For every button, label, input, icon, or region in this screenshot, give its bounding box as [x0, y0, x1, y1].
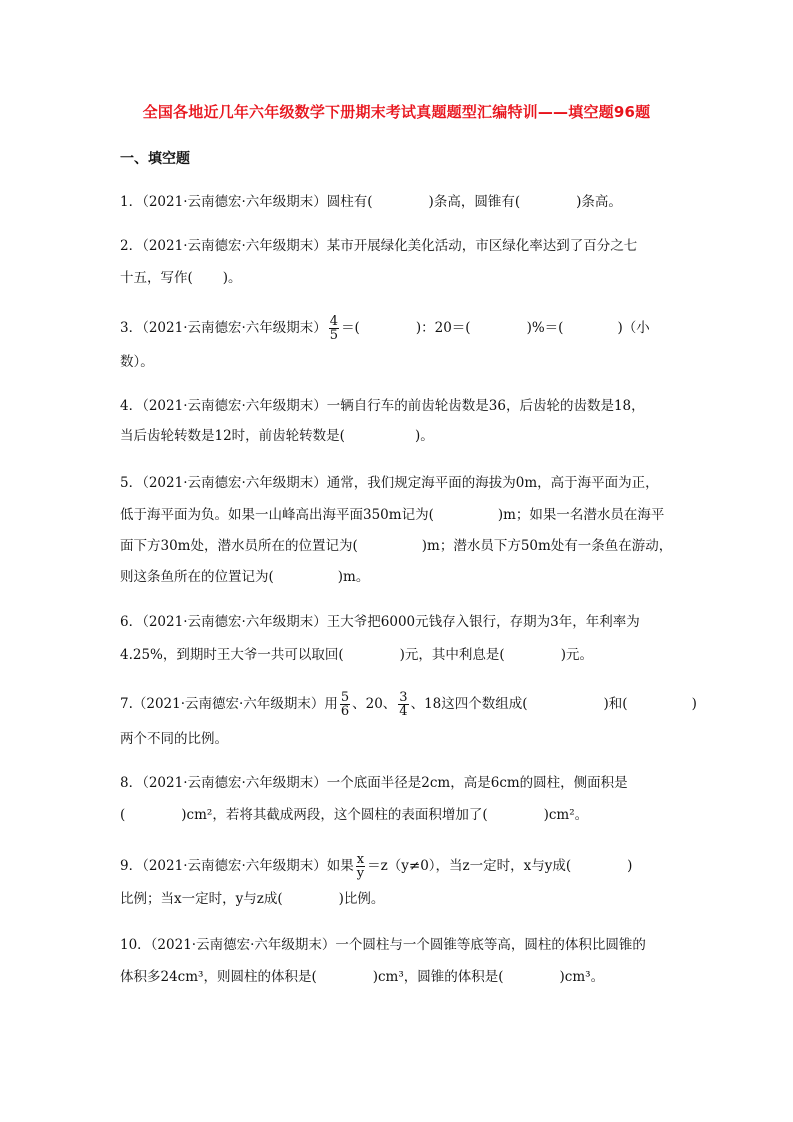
q7-text-e: ) [691, 696, 697, 712]
q9-numerator: x [356, 852, 365, 867]
q5-text-4a: 则这条鱼所在的位置记为( [120, 569, 274, 585]
q1-text-c: )条高。 [576, 194, 622, 210]
question-10-line-2 [120, 967, 604, 987]
question-10-line-1: 10．（2021·云南德宏·六年级期末）一个圆柱与一个圆锥等底等高，圆柱的体积比圆锥的 [120, 937, 646, 953]
question-9-line-1 [120, 853, 632, 880]
fraction-4-5 [329, 315, 339, 342]
section-heading: 一、填空题 [120, 151, 190, 167]
q3-text-a: 3．（2021·云南德宏·六年级期末） [120, 320, 327, 336]
question-2-line-1: 2．（2021·云南德宏·六年级期末）某市开展绿化美化活动，市区绿化率达到了百分之七 [120, 238, 638, 254]
question-3-line-2: 数）。 [120, 354, 154, 370]
question-6-line-2 [120, 645, 593, 665]
question-9-line-2 [120, 889, 384, 909]
q5-text-4b: )m。 [337, 569, 370, 585]
q6-text-a: 4.25%，到期时王大爷一共可以取回( [120, 647, 344, 663]
q8-text-a: ( [120, 807, 126, 823]
q3-text-b: ＝( [341, 320, 360, 336]
q10-text-a: 体积多24cm³，则圆柱的体积是( [120, 969, 317, 985]
question-6-line-1: 6．（2021·云南德宏·六年级期末）王大爷把6000元钱存入银行，存期为3年，年利率为 [120, 614, 640, 630]
q3-text-d: )%＝( [526, 320, 564, 336]
q9-text-a: 9．（2021·云南德宏·六年级期末）如果 [120, 858, 354, 874]
q9-text-c: ) [627, 858, 633, 874]
q6-text-c: )元。 [560, 647, 593, 663]
question-7-line-1 [120, 691, 697, 718]
question-4-line-2 [120, 426, 434, 446]
question-2-line-2 [120, 268, 242, 288]
question-1 [120, 192, 622, 212]
q3-numerator: 4 [329, 314, 339, 329]
q7-text-b: 、20、 [352, 696, 397, 712]
q7-text-a: 7.（2021·云南德宏·六年级期末）用 [120, 696, 338, 712]
q3-denominator: 5 [329, 328, 339, 343]
q9-text-2a: 比例；当x一定时，y与z成( [120, 891, 283, 907]
q5-text-3a: 面下方30m处，潜水员所在的位置记为( [120, 538, 358, 554]
q5-text-2b: )m；如果一名潜水员在海平 [497, 507, 665, 523]
q5-text-2a: 低于海平面为负。如果一山峰高出海平面350m记为( [120, 507, 434, 523]
q2-text-a: 十五，写作( [120, 270, 193, 286]
q5-text-3b: )m；潜水员下方50m处有一条鱼在游动， [421, 538, 673, 554]
question-8-line-2 [120, 805, 588, 825]
q7-text-c: 、18这四个数组成( [410, 696, 528, 712]
q4-text-b: )。 [414, 428, 434, 444]
question-8-line-1: 8．（2021·云南德宏·六年级期末）一个底面半径是2cm，高是6cm的圆柱，侧面积是 [120, 775, 628, 791]
q7-numerator-1: 5 [340, 690, 350, 705]
q1-text-b: )条高，圆锥有( [428, 194, 521, 210]
q4-text-a: 当后齿轮转数是12时，前齿轮转数是( [120, 428, 345, 444]
question-5-line-4 [120, 567, 369, 587]
question-7-line-2: 两个不同的比例。 [120, 731, 228, 747]
q1-text-a: 1．（2021·云南德宏·六年级期末）圆柱有( [120, 194, 373, 210]
fraction-3-4 [398, 691, 408, 718]
q8-text-c: )cm²。 [543, 807, 589, 823]
q3-text-c: )：20＝( [415, 320, 471, 336]
q8-text-b: )cm²，若将其截成两段，这个圆柱的表面积增加了( [181, 807, 488, 823]
question-4-line-1: 4．（2021·云南德宏·六年级期末）一辆自行车的前齿轮齿数是36，后齿轮的齿数是18， [120, 398, 645, 414]
q2-text-b: )。 [222, 270, 242, 286]
q7-denominator-2: 4 [399, 704, 408, 719]
q9-text-b: ＝z（y≠0），当z一定时，x与y成( [367, 858, 572, 874]
q10-text-b: )cm³，圆锥的体积是( [372, 969, 504, 985]
q7-text-d: )和( [603, 696, 628, 712]
q7-denominator-1: 6 [340, 704, 350, 719]
document-title: 全国各地近几年六年级数学下册期末考试真题题型汇编特训——填空题96题 [142, 103, 651, 121]
question-5-line-2 [120, 505, 664, 525]
q9-text-2b: )比例。 [338, 891, 385, 907]
q7-numerator-2: 3 [399, 690, 408, 705]
q3-text-e: )（小 [617, 320, 650, 336]
question-5-line-1: 5．（2021·云南德宏·六年级期末）通常，我们规定海平面的海拔为0m，高于海平面为正， [120, 475, 659, 491]
q6-text-b: )元，其中利息是( [399, 647, 505, 663]
question-5-line-3 [120, 536, 672, 556]
fraction-x-y [356, 853, 365, 880]
fraction-5-6 [340, 691, 350, 718]
question-3-line-1 [120, 315, 650, 342]
q9-denominator: y [356, 866, 365, 881]
q10-text-c: )cm³。 [559, 969, 605, 985]
